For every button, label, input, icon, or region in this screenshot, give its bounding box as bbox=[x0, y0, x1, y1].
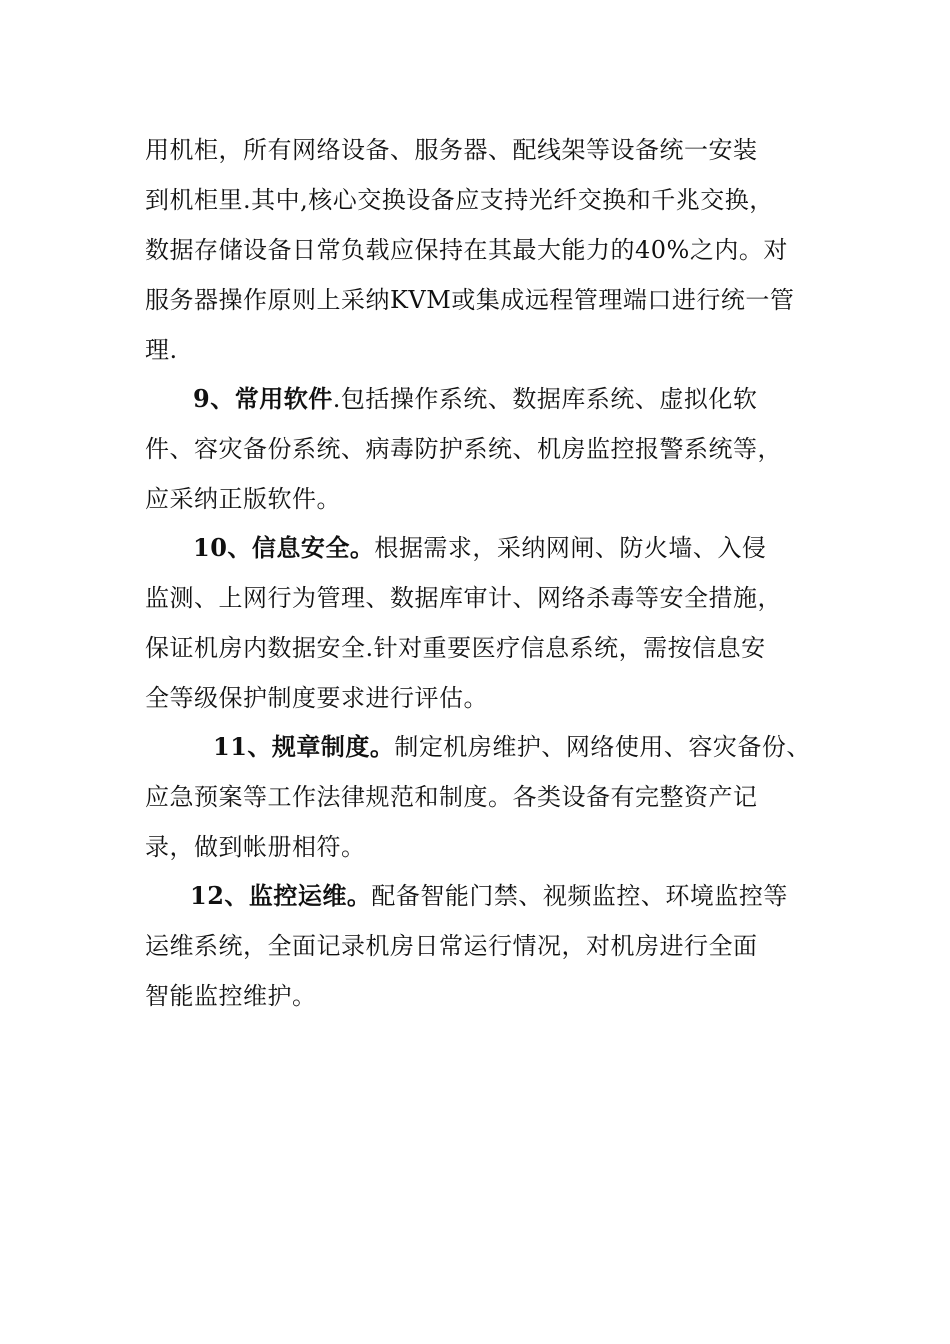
paragraph-line: 服务器操作原则上采纳KVM或集成远程管理端口进行统一管 bbox=[145, 286, 795, 314]
paragraph-line: 录，做到帐册相符。 bbox=[145, 833, 366, 861]
section-heading: 常用软件 bbox=[234, 384, 333, 413]
section-12-first-line bbox=[190, 880, 788, 912]
section-text: 根据需求，采纳网闸、防火墙、入侵 bbox=[374, 534, 767, 562]
section-text: .包括操作系统、数据库系统、虚拟化软 bbox=[332, 385, 758, 413]
section-number: 9、 bbox=[193, 384, 235, 413]
paragraph-line: 件、容灾备份系统、病毒防护系统、机房监控报警系统等， bbox=[145, 435, 782, 463]
section-11-first-line bbox=[213, 731, 811, 763]
paragraph-line: 保证机房内数据安全.针对重要医疗信息系统，需按信息安 bbox=[145, 634, 766, 662]
section-10-first-line bbox=[193, 532, 766, 564]
paragraph-line: 智能监控维护。 bbox=[145, 982, 317, 1010]
section-number: 10、 bbox=[193, 533, 252, 562]
paragraph-line: 理. bbox=[145, 336, 178, 364]
paragraph-line: 全等级保护制度要求进行评估。 bbox=[145, 684, 488, 712]
section-text: 制定机房维护、网络使用、容灾备份、 bbox=[394, 733, 811, 761]
paragraph-line: 运维系统，全面记录机房日常运行情况，对机房进行全面 bbox=[145, 932, 758, 960]
paragraph-line: 监测、上网行为管理、数据库审计、网络杀毒等安全措施， bbox=[145, 584, 782, 612]
section-heading: 信息安全。 bbox=[251, 533, 375, 562]
paragraph-line: 应采纳正版软件。 bbox=[145, 485, 341, 513]
section-heading: 监控运维。 bbox=[248, 881, 372, 910]
section-number: 11、 bbox=[213, 732, 272, 761]
section-number: 12、 bbox=[190, 881, 249, 910]
paragraph-line: 应急预案等工作法律规范和制度。各类设备有完整资产记 bbox=[145, 783, 758, 811]
section-text: 配备智能门禁、视频监控、环境监控等 bbox=[371, 882, 788, 910]
paragraph-line: 用机柜，所有网络设备、服务器、配线架等设备统一安装 bbox=[145, 136, 758, 164]
paragraph-line: 数据存储设备日常负载应保持在其最大能力的40%之内。对 bbox=[145, 236, 788, 264]
section-heading: 规章制度。 bbox=[271, 732, 395, 761]
paragraph-line: 到机柜里.其中,核心交换设备应支持光纤交换和千兆交换， bbox=[145, 186, 774, 214]
section-9-first-line bbox=[193, 383, 757, 415]
